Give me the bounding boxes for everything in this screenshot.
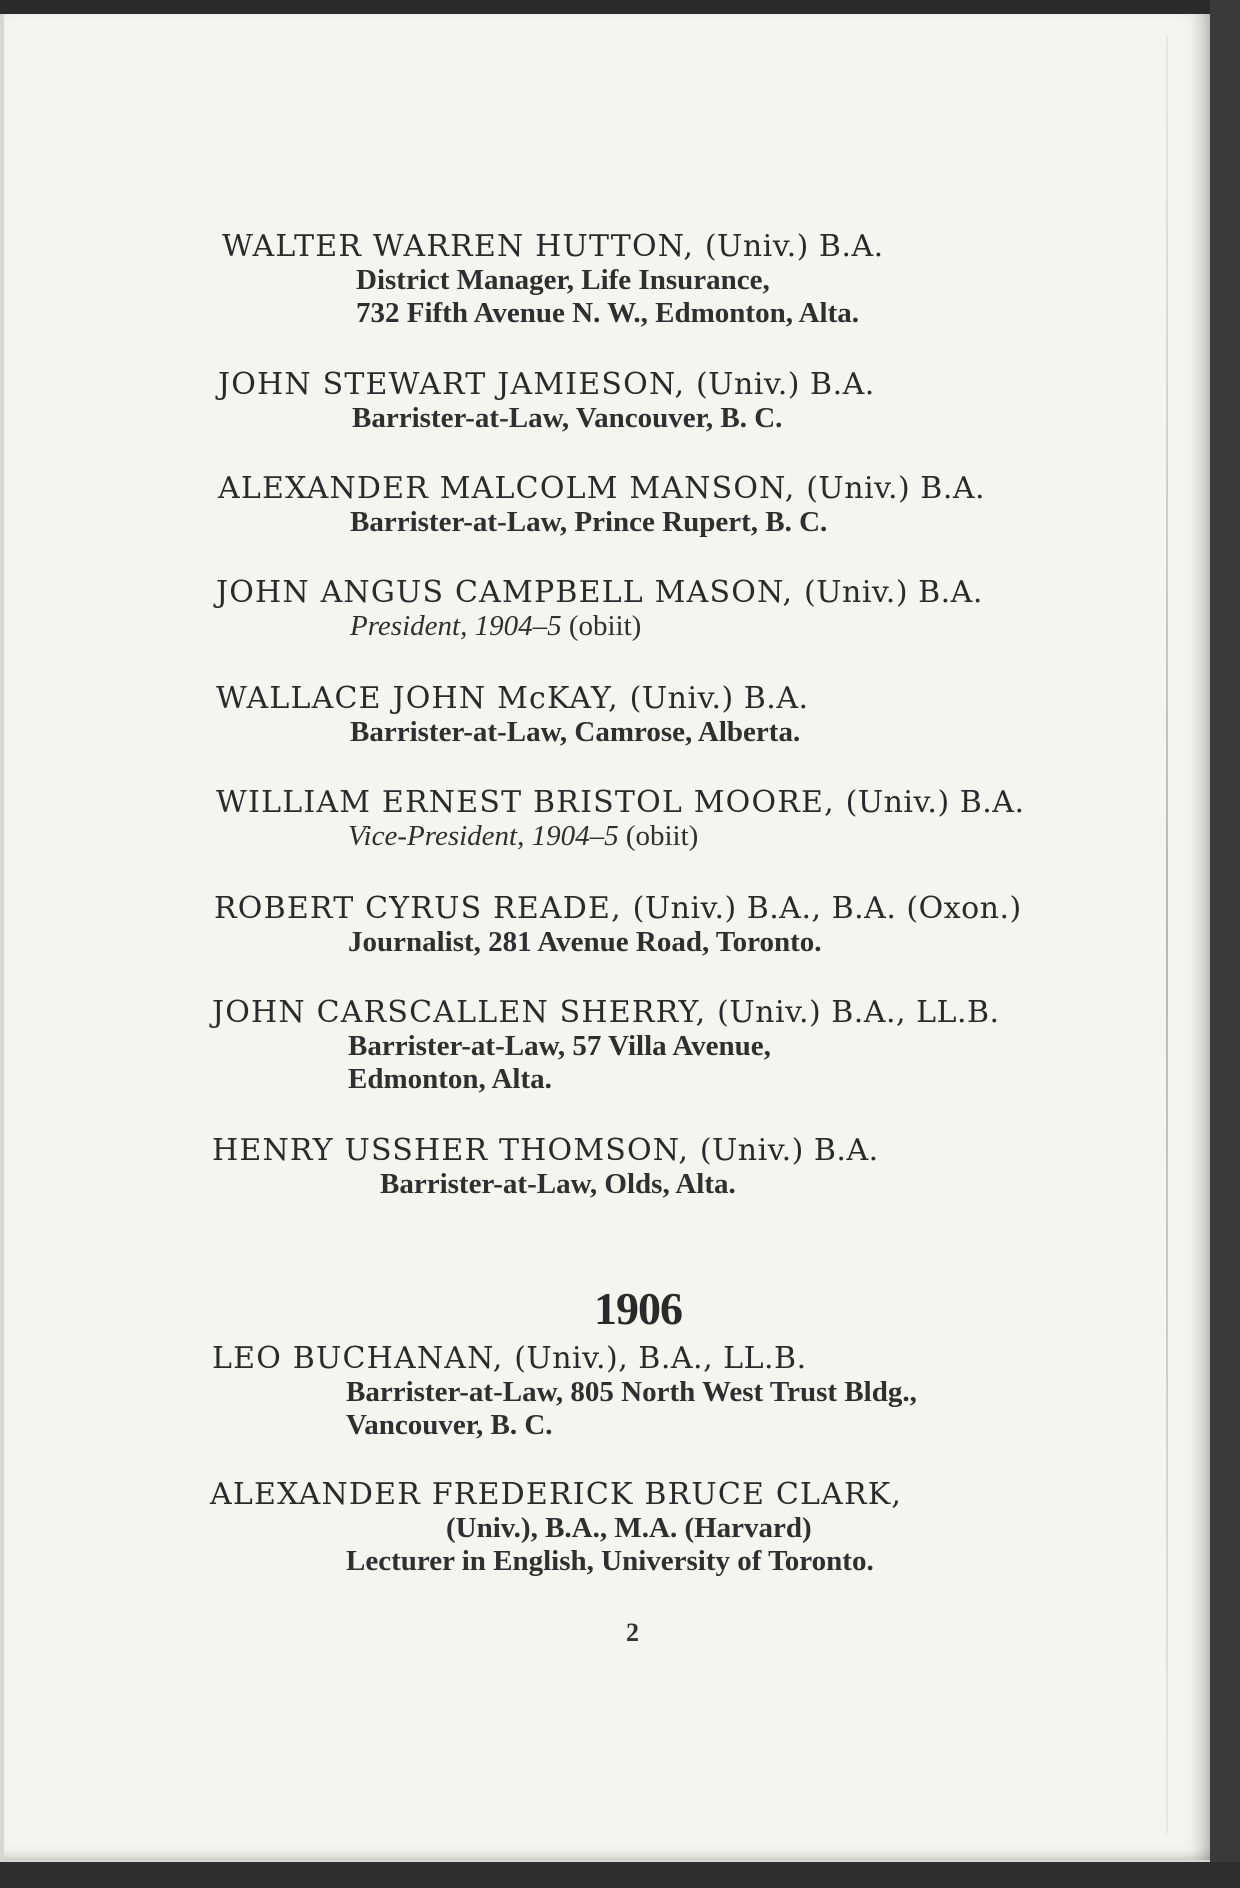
entry-moore <box>216 786 1024 853</box>
entry-name <box>214 892 1022 926</box>
entry-manson <box>218 472 985 539</box>
office-text: Vice-President, 1904–5 <box>348 820 619 852</box>
degree-text: (Univ.) B.A., B.A. (Oxon.) <box>632 891 1022 926</box>
degree-text: (Univ.) B.A. <box>695 367 875 402</box>
office-text: President, 1904–5 <box>350 610 562 642</box>
entry-name <box>222 230 884 264</box>
name-text: JOHN CARSCALLEN SHERRY, <box>212 995 707 1030</box>
detail-line: Journalist, 281 Avenue Road, Toronto. <box>348 926 822 958</box>
detail-line: Barrister-at-Law, Vancouver, B. C. <box>352 402 783 434</box>
entry-jamieson <box>218 368 875 435</box>
entry-name <box>216 682 809 716</box>
entry-mason <box>216 576 983 643</box>
degree-text: (Univ.), B.A., LL.B. <box>514 1341 807 1376</box>
scan-border-bottom <box>0 1862 1240 1888</box>
entry-hutton <box>222 230 884 330</box>
name-text: WALLACE JOHN McKAY, <box>216 681 619 716</box>
entry-name <box>212 1342 917 1376</box>
detail-line: Barrister-at-Law, Olds, Alta. <box>380 1168 736 1200</box>
entry-buchanan <box>212 1342 917 1442</box>
entry-name <box>218 368 875 402</box>
page-gutter-shadow <box>1166 34 1168 1834</box>
document-page <box>4 14 1210 1860</box>
scan-border-right <box>1210 0 1240 1888</box>
entry-reade <box>214 892 1022 959</box>
page-number: 2 <box>626 1618 639 1647</box>
degree-text: (Univ.) B.A. <box>845 785 1025 820</box>
entry-clark <box>210 1478 902 1578</box>
detail-line <box>216 610 983 643</box>
name-text: HENRY USSHER THOMSON, <box>212 1133 690 1168</box>
degree-text: (Univ.) B.A. <box>804 575 983 610</box>
detail-line: District Manager, Life Insurance, <box>356 264 770 296</box>
degree-text: (Univ.) B.A. <box>704 229 884 264</box>
detail-line: Edmonton, Alta. <box>348 1063 552 1095</box>
degree-text: (Univ.) B.A., LL.B. <box>717 995 1000 1030</box>
detail-line: Barrister-at-Law, 57 Villa Avenue, <box>348 1030 771 1062</box>
note-text: (obiit) <box>625 820 699 852</box>
detail-line: Barrister-at-Law, 805 North West Trust Bldg., <box>346 1376 917 1408</box>
name-text: ROBERT CYRUS READE, <box>214 891 622 926</box>
detail-line: 732 Fifth Avenue N. W., Edmonton, Alta. <box>356 297 860 329</box>
name-text: JOHN ANGUS CAMPBELL MASON, <box>216 575 794 610</box>
entry-name <box>212 1134 879 1168</box>
name-text: ALEXANDER MALCOLM MANSON, <box>218 471 796 506</box>
degree-text: (Univ.) B.A. <box>699 1133 879 1168</box>
year-heading: 1906 <box>594 1283 682 1334</box>
entry-mckay <box>216 682 809 749</box>
note-text: (obiit) <box>568 610 642 642</box>
detail-line <box>216 820 1024 853</box>
detail-line: Vancouver, B. C. <box>346 1409 553 1441</box>
entry-sherry <box>212 996 1000 1096</box>
name-text: JOHN STEWART JAMIESON, <box>218 367 686 402</box>
entry-name <box>216 786 1024 820</box>
detail-line: Barrister-at-Law, Camrose, Alberta. <box>350 716 801 748</box>
entry-name <box>216 576 983 610</box>
detail-line: Barrister-at-Law, Prince Rupert, B. C. <box>350 506 828 538</box>
entry-name <box>212 996 1000 1030</box>
entry-thomson <box>212 1134 879 1201</box>
entry-name <box>218 472 985 506</box>
detail-line: Lecturer in English, University of Toronto. <box>346 1545 874 1577</box>
name-text: LEO BUCHANAN, <box>212 1341 504 1376</box>
entry-name: ALEXANDER FREDERICK BRUCE CLARK, <box>210 1477 903 1512</box>
degree-line: (Univ.), B.A., M.A. (Harvard) <box>446 1512 812 1544</box>
degree-text: (Univ.) B.A. <box>806 471 986 506</box>
name-text: WALTER WARREN HUTTON, <box>222 229 695 264</box>
scan-border-top <box>0 0 1240 14</box>
name-text: WILLIAM ERNEST BRISTOL MOORE, <box>216 785 835 820</box>
degree-text: (Univ.) B.A. <box>629 681 809 716</box>
